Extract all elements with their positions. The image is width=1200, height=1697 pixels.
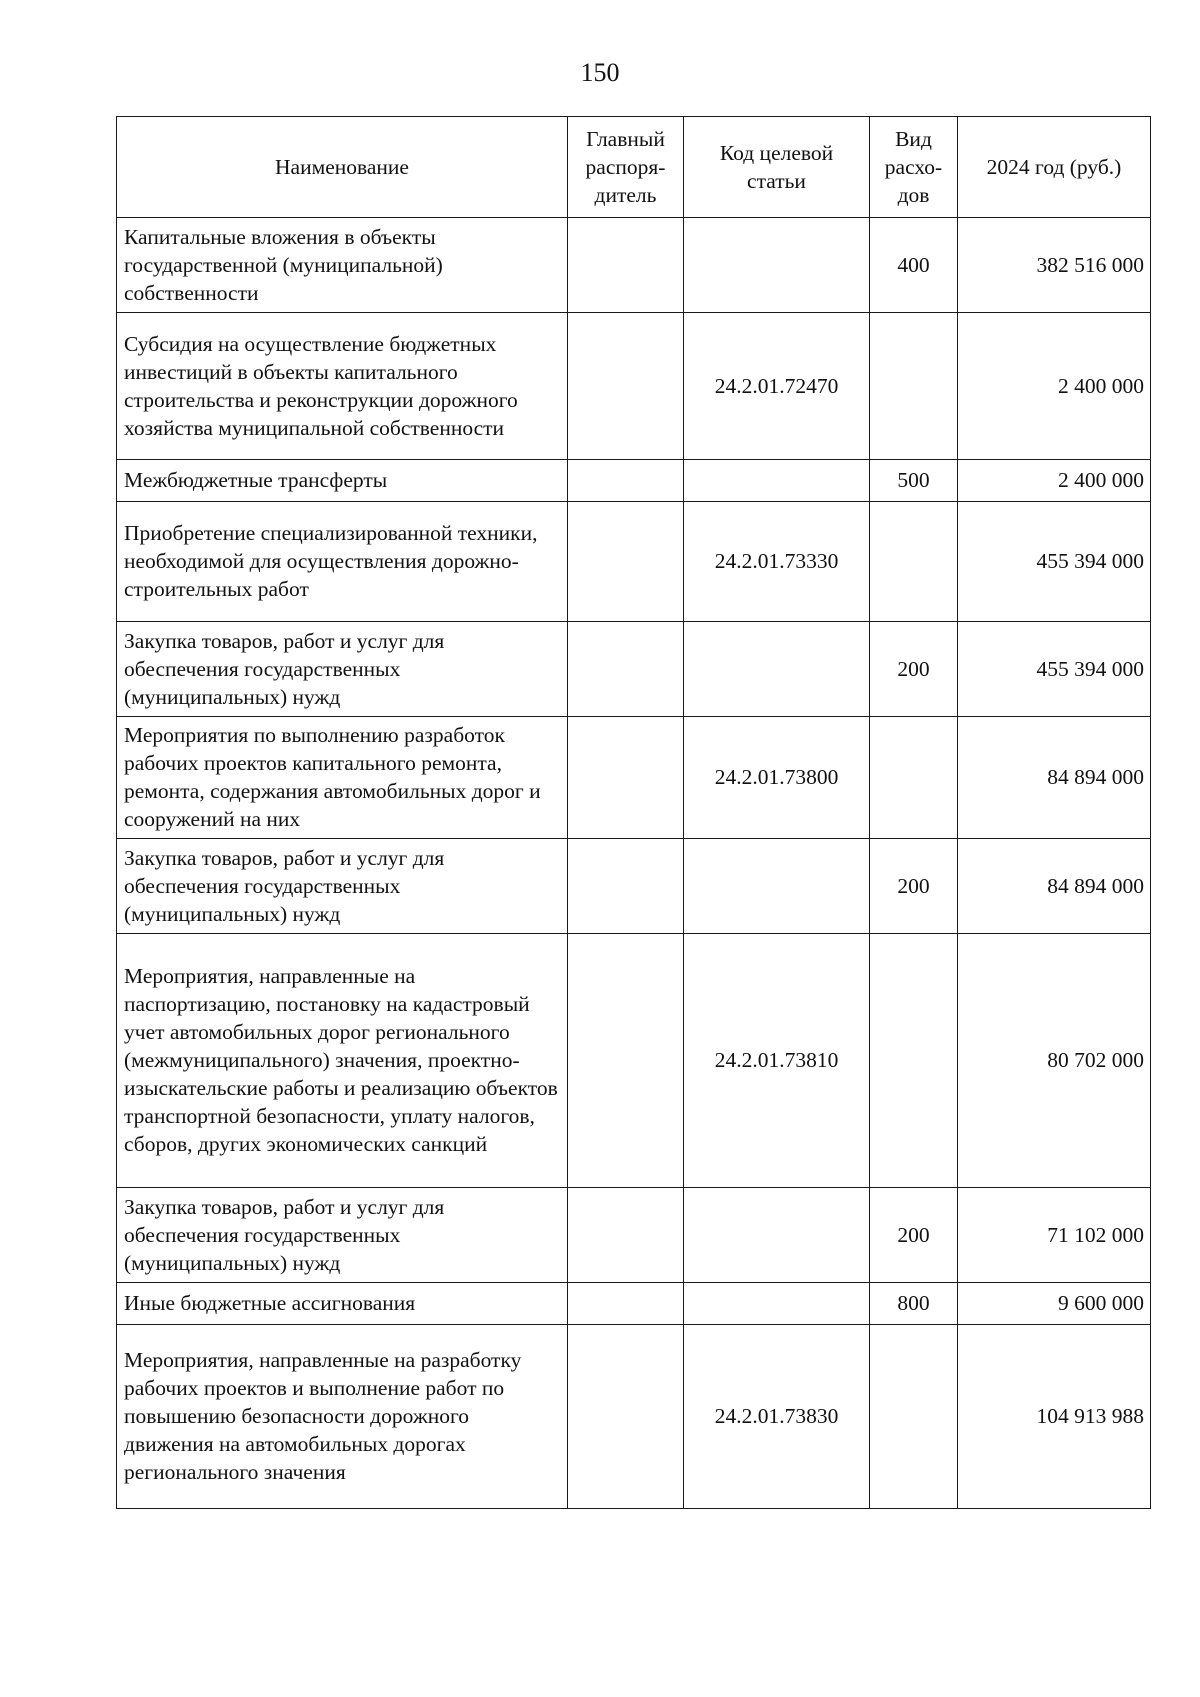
table-row	[117, 839, 1151, 934]
row-expense-type: 500	[870, 460, 958, 502]
row-chief-manager	[568, 502, 684, 622]
row-target-code: 24.2.01.73330	[684, 502, 870, 622]
row-chief-manager	[568, 934, 684, 1188]
row-chief-manager	[568, 1188, 684, 1283]
row-expense-type: 200	[870, 839, 958, 934]
row-amount: 80 702 000	[958, 934, 1151, 1188]
row-name: Закупка товаров, работ и услуг для обеспечения государственных (муниципальных) нужд	[117, 622, 568, 717]
row-target-code: 24.2.01.73800	[684, 717, 870, 839]
table-body	[117, 218, 1151, 1509]
row-expense-type	[870, 313, 958, 460]
row-expense-type	[870, 934, 958, 1188]
table-row	[117, 502, 1151, 622]
page-number: 150	[580, 58, 620, 87]
row-target-code	[684, 1283, 870, 1325]
row-name: Капитальные вложения в объекты государственной (муниципальной) собственности	[117, 218, 568, 313]
row-amount: 2 400 000	[958, 460, 1151, 502]
row-expense-type: 800	[870, 1283, 958, 1325]
row-chief-manager	[568, 460, 684, 502]
row-amount: 9 600 000	[958, 1283, 1151, 1325]
row-amount: 382 516 000	[958, 218, 1151, 313]
row-chief-manager	[568, 717, 684, 839]
row-expense-type: 200	[870, 622, 958, 717]
row-target-code	[684, 460, 870, 502]
table-row	[117, 934, 1151, 1188]
header-target-code: Код целевой статьи	[684, 117, 870, 218]
table-row	[117, 622, 1151, 717]
table-row	[117, 460, 1151, 502]
row-target-code	[684, 1188, 870, 1283]
table-row	[117, 1325, 1151, 1509]
row-name: Закупка товаров, работ и услуг для обеспечения государственных (муниципальных) нужд	[117, 839, 568, 934]
row-name: Мероприятия по выполнению разработок рабочих проектов капитального ремонта, ремонта, содержания автомобильных дорог и сооружений на них	[117, 717, 568, 839]
row-amount: 71 102 000	[958, 1188, 1151, 1283]
row-target-code	[684, 839, 870, 934]
header-row	[117, 117, 1151, 218]
header-name: Наименование	[117, 117, 568, 218]
row-name: Межбюджетные трансферты	[117, 460, 568, 502]
row-target-code: 24.2.01.73830	[684, 1325, 870, 1509]
row-expense-type	[870, 1325, 958, 1509]
row-chief-manager	[568, 1283, 684, 1325]
header-chief-manager: Главный распоря-дитель	[568, 117, 684, 218]
row-chief-manager	[568, 218, 684, 313]
row-target-code	[684, 622, 870, 717]
row-name: Закупка товаров, работ и услуг для обеспечения государственных (муниципальных) нужд	[117, 1188, 568, 1283]
row-chief-manager	[568, 313, 684, 460]
row-name: Приобретение специализированной техники, необходимой для осуществления дорожно-строительных работ	[117, 502, 568, 622]
row-chief-manager	[568, 622, 684, 717]
row-amount: 455 394 000	[958, 502, 1151, 622]
table-row	[117, 1188, 1151, 1283]
row-amount: 104 913 988	[958, 1325, 1151, 1509]
row-chief-manager	[568, 839, 684, 934]
row-expense-type: 400	[870, 218, 958, 313]
row-expense-type	[870, 502, 958, 622]
row-expense-type: 200	[870, 1188, 958, 1283]
budget-table	[116, 116, 1151, 1509]
row-name: Мероприятия, направленные на разработку рабочих проектов и выполнение работ по повышению безопасности дорожного движения на автомобильных дорогах регионального значения	[117, 1325, 568, 1509]
table-row	[117, 1283, 1151, 1325]
table-row	[117, 218, 1151, 313]
header-year-2024: 2024 год (руб.)	[958, 117, 1151, 218]
row-name: Субсидия на осуществление бюджетных инвестиций в объекты капитального строительства и реконструкции дорожного хозяйства муниципальной собственности	[117, 313, 568, 460]
row-target-code	[684, 218, 870, 313]
table-row	[117, 313, 1151, 460]
row-amount: 455 394 000	[958, 622, 1151, 717]
row-amount: 2 400 000	[958, 313, 1151, 460]
row-expense-type	[870, 717, 958, 839]
row-amount: 84 894 000	[958, 839, 1151, 934]
row-amount: 84 894 000	[958, 717, 1151, 839]
row-target-code: 24.2.01.73810	[684, 934, 870, 1188]
table-row	[117, 717, 1151, 839]
row-name: Иные бюджетные ассигнования	[117, 1283, 568, 1325]
row-target-code: 24.2.01.72470	[684, 313, 870, 460]
table-header	[117, 117, 1151, 218]
row-name: Мероприятия, направленные на паспортизацию, постановку на кадастровый учет автомобильных дорог регионального (межмуниципального) значения, проектно-изыскательские работы и реализацию объектов транспортной безопасности, уплату налогов, сборов, других экономических санкций	[117, 934, 568, 1188]
row-chief-manager	[568, 1325, 684, 1509]
header-expense-type: Вид расхо-дов	[870, 117, 958, 218]
